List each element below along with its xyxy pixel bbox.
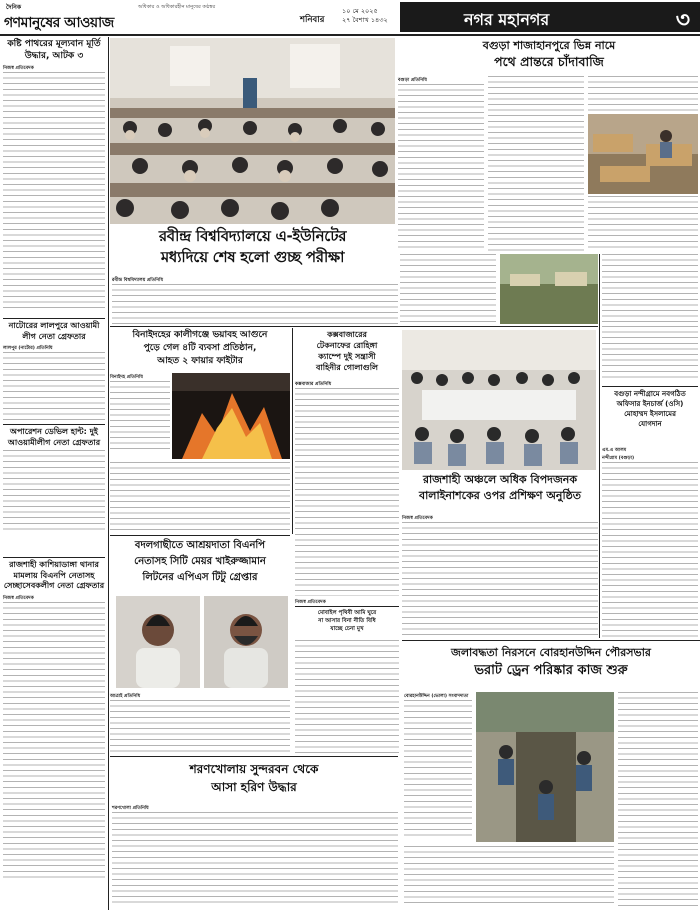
- oc-headline-4: যোগদান: [638, 420, 662, 428]
- technaf-headline-box: [295, 329, 399, 377]
- brand-small: দৈনিক: [6, 4, 22, 11]
- story-devil-hunt: [3, 427, 105, 534]
- wood-market-photo: [588, 114, 698, 194]
- drain-headline-box: [402, 644, 700, 688]
- divider-deer: [110, 756, 398, 757]
- body-chadabaji-3: [588, 76, 698, 112]
- technaf-body-lower: [295, 534, 399, 596]
- person-1-photo: [116, 596, 200, 688]
- drain-col-1: [404, 692, 472, 842]
- chadabaji-col-3b: [588, 196, 698, 252]
- body-chadabaji-4: [588, 196, 698, 252]
- small-story-box: [295, 606, 399, 640]
- small-story-byline: [295, 598, 399, 606]
- exam-headline-box: [110, 226, 395, 274]
- date-bn: ১০ মে ২০২৫: [342, 7, 378, 15]
- training-body: [402, 514, 598, 638]
- headline-kashiadanga: রাজশাহী কাশিয়াডাঙ্গা থানার মামলায় বিএনপি নেতাসহ সেচ্ছাসেবকলীগ নেতা গ্রেফতার: [3, 560, 105, 590]
- drain-col-3: [618, 692, 698, 906]
- divider-drain: [402, 640, 700, 641]
- divider-mid-1: [110, 326, 598, 327]
- oc-top-text: [602, 326, 698, 382]
- byline-fire: বিনাইদহ প্রতিনিধি: [110, 375, 143, 380]
- page-number: ৩: [675, 8, 690, 33]
- byline-training: নিজস্ব প্রতিবেদক: [402, 516, 433, 521]
- byline-arrest: আত্রাই প্রতিনিধি: [110, 694, 141, 699]
- divider-left-2: [3, 424, 105, 425]
- body-lalpur: [3, 352, 105, 424]
- fire-headline-1: বিনাইদহের কালীগঞ্জে ভয়াবহ আগুনে: [132, 330, 268, 340]
- divider-left-3: [3, 557, 105, 558]
- body-drain-2: [404, 846, 614, 906]
- body-arrest: [110, 700, 290, 754]
- arrest-photo-1: [116, 596, 200, 688]
- masthead: [0, 0, 700, 36]
- exam-body: [112, 276, 398, 324]
- right-top-col-continue: [602, 254, 698, 324]
- byline-idol: নিজস্ব প্রতিবেদক: [3, 66, 34, 71]
- body-exam: [112, 284, 398, 324]
- training-headline-2: বালাইনাশকের ওপর প্রশিক্ষণ অনুষ্ঠিত: [418, 489, 582, 502]
- story-kashiadanga: [3, 560, 105, 882]
- technaf-headline-3: ক্যাম্পে দুই সন্ত্রাসী: [318, 352, 376, 361]
- body-devil-hunt: [3, 450, 105, 534]
- byline-chadabaji: বগুড়া প্রতিনিধি: [398, 78, 427, 83]
- technaf-headline-2: টেকনাফের রোহিঙ্গা: [316, 341, 378, 350]
- person-2-photo: [204, 596, 288, 688]
- exam-hall-photo: [110, 38, 395, 224]
- brand-block: [0, 0, 132, 36]
- byline-small: নিজস্ব প্রতিবেদক: [295, 600, 326, 605]
- byline-exam: রবীন্দ্র বিশ্ববিদ্যালয় প্রতিনিধি: [112, 278, 164, 283]
- drain-bottom: [404, 846, 614, 906]
- oc-headline-3: মোহাম্মদ ইসলামের: [624, 410, 676, 418]
- drain-photo: [476, 692, 614, 842]
- fire-body-bottom: [110, 462, 290, 532]
- technaf-headline-4: বাহিনীর গোলাগুলি: [316, 363, 378, 372]
- body-technaf: [295, 388, 399, 532]
- deer-headline-box: [110, 760, 398, 800]
- deer-body: [112, 804, 398, 906]
- body-drain-3: [618, 692, 698, 906]
- brand-name: গণমানুষের আওয়াজ: [4, 15, 114, 31]
- exam-hall-photo-graphic: [110, 38, 395, 224]
- small-headline-3: যাচ্ছে চেনা মুখ: [330, 626, 364, 632]
- field-photo: [500, 254, 598, 324]
- fire-photo-graphic: [172, 373, 290, 459]
- byline-technaf: কক্সবাজার প্রতিনিধি: [295, 382, 332, 387]
- arrest-photo-2: [204, 596, 288, 688]
- arrest-headline-2: নেতাসহ সিটি মেয়র খাইরুজ্জামান: [134, 556, 266, 567]
- fire-headline-2: পুড়ে গেল ৪টি ব্যবসা প্রতিষ্ঠান,: [143, 343, 257, 353]
- headline-idol: কষ্টি পাথরের মূল্যবান মূর্তি উদ্ধার, আটক ৩: [7, 39, 101, 61]
- body-idol: [3, 72, 105, 308]
- divider-left-1: [3, 318, 105, 319]
- body-technaf-2: [295, 534, 399, 596]
- body-deer: [112, 812, 398, 906]
- chadabaji-col-3: [588, 76, 698, 112]
- byline-kashiadanga: নিজস্ব প্রতিবেদক: [3, 595, 34, 601]
- right-column-divider: [599, 254, 600, 638]
- story-idol: [3, 38, 105, 308]
- chadabaji-headline-2: পথে প্রান্তরে চাঁদাবাজি: [494, 54, 604, 69]
- tagline: অধিকার ও অধিকারহীন মানুষের কণ্ঠস্বর: [138, 4, 216, 10]
- oc-body: [602, 446, 698, 636]
- oc-headline-1: বগুড়া নন্দীগ্রামে নবগঠিত: [614, 390, 686, 398]
- body-chadabaji-5: [602, 254, 698, 324]
- headline-lalpur: নাটোরের লালপুরে আওয়ামী লীগ নেতা গ্রেফতার: [8, 321, 100, 341]
- drain-headline-1: জলাবদ্ধতা নিরসনে বোরহানউদ্দিন পৌরসভার: [451, 646, 651, 659]
- arrest-headline-3: লিটনের এপিএস টিটু গ্রেপ্তার: [142, 572, 258, 583]
- meeting-photo-graphic: [402, 330, 596, 470]
- body-fire-1: [110, 381, 170, 453]
- chadabaji-col-1: [398, 76, 484, 252]
- exam-headline-2: মধ্যদিয়ে শেষ হলো গুচ্ছ পরীক্ষা: [160, 248, 345, 266]
- technaf-body: [295, 380, 399, 532]
- arrest-headline-box: [110, 538, 290, 592]
- technaf-headline-1: কক্সবাজারের: [327, 330, 367, 339]
- chadabaji-headline-1: বগুড়া শাজাহানপুরে ভিন্ন নামে: [482, 39, 616, 52]
- training-headline-1: রাজশাহী অঞ্চলে অধিক বিপদজনক: [422, 473, 578, 486]
- exam-body-2: [400, 254, 496, 324]
- byline-oc: এম.এ আলম: [602, 448, 627, 453]
- body-chadabaji-2: [488, 76, 584, 252]
- masthead-rule: [0, 34, 700, 36]
- chadabaji-headline-box: [398, 38, 700, 74]
- oc-headline-box: [602, 386, 698, 442]
- arrest-body-right: [295, 640, 399, 754]
- divider-v-fire: [292, 328, 293, 534]
- headline-devil-hunt: অপারেশন ডেভিল হান্ট: দুই আওয়ামীলীগ নেতা গ্রেফতার: [7, 427, 101, 447]
- byline-lalpur: লালপুর (নাটোর) প্রতিনিধি: [3, 346, 53, 351]
- fire-photo: [172, 373, 290, 459]
- date-bangla: ২৭ বৈশাখ ১৪৩২: [342, 16, 388, 24]
- meeting-photo: [402, 330, 596, 470]
- body-arrest-2: [295, 640, 399, 754]
- arrest-headline-1: বদলগাছীতে আশ্রয়দাতা বিএনপি: [134, 540, 266, 551]
- byline-oc-place: নন্দীগ্রাম (বগুড়া): [602, 456, 635, 461]
- exam-headline-1: রবীন্দ্র বিশ্ববিদ্যালয়ে এ-ইউনিটের: [158, 227, 347, 245]
- left-column-divider: [108, 37, 109, 910]
- deer-headline-2: আসা হরিণ উদ্ধার: [211, 780, 297, 794]
- divider-mid-2: [110, 535, 290, 536]
- oc-headline-2: অফিসার ইনচার্জ (ওসি): [616, 400, 684, 408]
- training-headline-box: [402, 472, 598, 512]
- section-title: নগর মহানগর: [464, 10, 550, 29]
- deer-headline-1: শরণখোলায় সুন্দরবন থেকে: [189, 762, 319, 776]
- cotton-photo-box: [500, 254, 598, 324]
- byline-drain: বোরহানউদ্দিন (ভোলা) সংবাদদাতা: [404, 694, 469, 699]
- body-drain-1: [404, 700, 472, 836]
- body-kashiadanga: [3, 602, 105, 882]
- body-oc: [602, 462, 698, 638]
- drain-headline-2: ভরাট ড্রেন পরিষ্কার কাজ শুরু: [474, 663, 628, 678]
- fire-headline-box: [110, 329, 290, 371]
- section-banner: [400, 2, 700, 32]
- body-fire-2: [110, 462, 290, 532]
- body-oc-top: [602, 326, 698, 382]
- body-training: [402, 522, 598, 638]
- fire-headline-3: আহত ২ ফায়ার ফাইটার: [157, 356, 243, 366]
- small-headline-1: মোবাইল পৃথিবী আমি ঘুরে: [317, 610, 377, 616]
- drain-photo-graphic: [476, 692, 614, 842]
- weekday: শনিবার: [300, 15, 325, 25]
- wood-market-photo-graphic: [588, 114, 698, 194]
- story-lalpur: [3, 321, 105, 424]
- fire-body-top: [110, 373, 170, 453]
- small-headline-2: না আসার বিনা নীতি বিধি: [318, 618, 376, 624]
- arrest-body: [110, 692, 290, 754]
- chadabaji-col-2: [488, 76, 584, 252]
- body-exam-2: [400, 254, 496, 324]
- byline-deer: শরণখোলা প্রতিনিধি: [112, 806, 149, 811]
- body-chadabaji-1: [398, 84, 484, 250]
